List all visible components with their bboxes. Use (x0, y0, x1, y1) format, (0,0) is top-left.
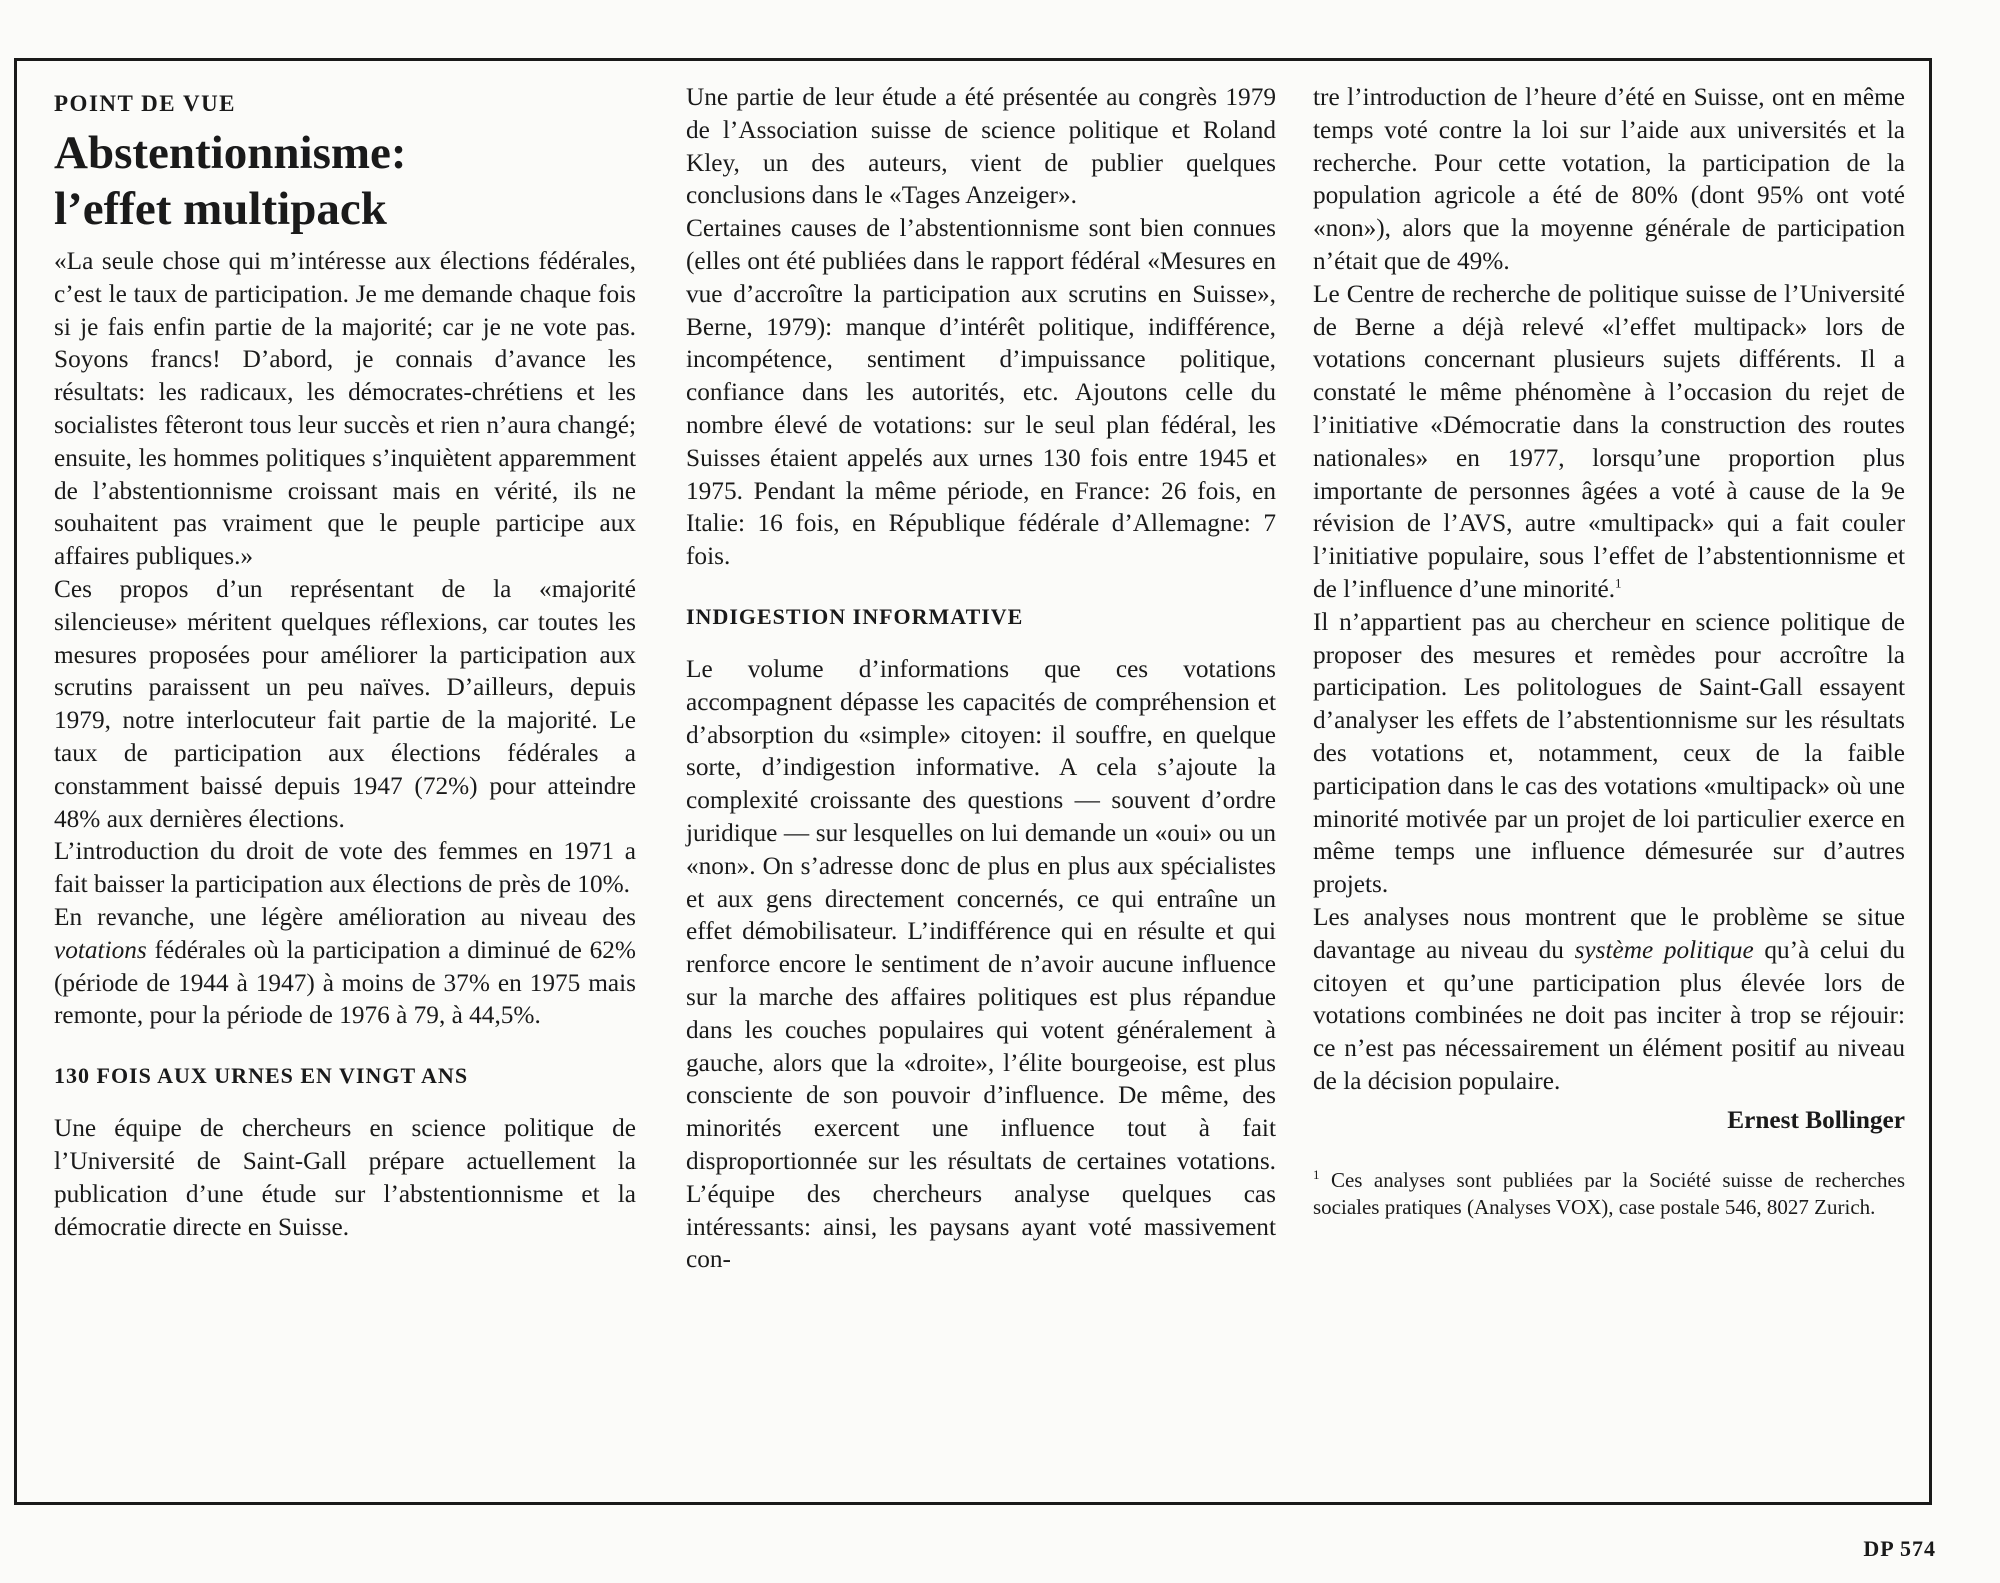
text-run: Le Centre de recherche de politique suisse de l’Université de Berne a déjà relevé «l’effet multipack» lors de votations concernant plusieurs sujets différents. Il a constaté le même phénomène à l’occasion du rejet de l’initiative «Démocratie dans la construction des routes nationales» en 1977, lorsqu’une proportion plus importante de personnes âgées a voté à cause de la 9e révision de l’AVS, autre «multipack» qui a fait couler l’initiative populaire, sous l’effet de l’abstentionnisme et de l’influence d’une minorité. (1313, 279, 1905, 603)
paragraph: «La seule chose qui m’intéresse aux élections fédérales, c’est le taux de participation. Je me demande chaque fois si je fais enfin partie de la majorité; car je ne vote pas. Soyons francs! D’abord, je connais d’avance les résultats: les radicaux, les démocrates-chrétiens et les socialistes fêteront tous leur succès et rien n’aura changé; ensuite, les hommes politiques s’inquiètent apparemment de l’abstentionnisme croissant mais en vérité, ils ne souhaitent pas vraiment que le peuple participe aux affaires publiques.» (54, 247, 636, 571)
emphasis: votations (54, 935, 147, 964)
kicker: POINT DE VUE (54, 91, 237, 116)
paragraph: Le volume d’informations que ces votations accompagnent dépasse les capacités de compréhension et d’absorption du «simple» citoyen: il souffre, en quelque sorte, d’indigestion informative. A cela s’ajoute la complexité croissante des questions — souvent d’ordre juridique — sur lesquelles on lui demande un «oui» ou un «non». On s’adresse donc de plus en plus aux spécialistes et aux gens directement concernés, ce qui entraîne un effet démobilisateur. L’indifférence qui en résulte et qui renforce encore le sentiment de n’avoir aucune influence sur la marche des affaires politiques est plus répandue dans les couches populaires qui votent généralement à gauche, alors que la «droite», l’élite bourgeoise, est plus consciente de son pouvoir d’influence. De même, des minorités exercent une influence tout à fait disproportionnée sur les résultats de certaines votations. L’équipe des chercheurs analyse quelques cas intéressants: ainsi, les paysans ayant voté massivement con- (686, 654, 1276, 1274)
column-3 (1313, 81, 1905, 1221)
column-2 (686, 81, 1276, 1276)
paragraph: tre l’introduction de l’heure d’été en Suisse, ont en même temps voté contre la loi sur l’aide aux universités et la recherche. Pour cette votation, la participation de la population agricole a été de 80% (dont 95% ont voté «non»), alors que la moyenne générale de participation n’était que de 49%. (1313, 83, 1905, 275)
column-1 (54, 81, 636, 1243)
text-run: En revanche, une légère amélioration au niveau des (54, 902, 636, 931)
paragraph: Ces propos d’un représentant de la «majorité silencieuse» méritent quelques réflexions, car toutes les mesures proposées pour améliorer la participation aux scrutins paraissent un peu naïves. D’ailleurs, depuis 1979, notre interlocuteur fait partie de la majorité. Le taux de participation aux élections fédérales a constamment baissé depuis 1947 (72%) pour atteindre 48% aux dernières élections. (54, 574, 636, 833)
paragraph (1313, 278, 1905, 606)
text-run: Les analyses nous montrent que le problème se situe davantage au niveau du (1313, 902, 1905, 964)
paragraph: Une partie de leur étude a été présentée au congrès 1979 de l’Association suisse de science politique et Roland Kley, un des auteurs, vient de publier quelques conclusions dans le «Tages Anzeiger». (686, 83, 1276, 210)
emphasis: système politique (1574, 935, 1754, 964)
footnote-text: Ces analyses sont publiées par la Société suisse de recherches sociales pratiques (Analyses VOX), case postale 546, 8027 Zurich. (1313, 1167, 1905, 1219)
author-signature: Ernest Bollinger (1727, 1105, 1905, 1134)
footnote (1313, 1167, 1905, 1221)
paragraph (54, 901, 636, 1032)
footnote-mark: 1 (1313, 1166, 1320, 1182)
text-run: qu’à celui du citoyen et qu’une participation plus élevée lors de votations combinées ne doit pas inciter à trop se réjouir: ce n’est pas nécessairement un élément positif au niveau de la décision populaire. (1313, 935, 1905, 1095)
section-heading: 130 FOIS AUX URNES EN VINGT ANS (54, 1063, 469, 1089)
headline-line-1: Abstentionnisme: (54, 127, 407, 179)
paragraph: L’introduction du droit de vote des femmes en 1971 a fait baisser la participation aux élections de près de 10%. (54, 837, 636, 899)
headline-line-2: l’effet multipack (54, 183, 387, 235)
paragraph: Certaines causes de l’abstentionnisme sont bien connues (elles ont été publiées dans le rapport fédéral «Mesures en vue d’accroître la participation aux scrutins en Suisse», Berne, 1979): manque d’intérêt politique, indifférence, incompétence, sentiment d’impuissance politique, confiance dans les autorités, etc. Ajoutons celle du nombre élevé de votations: sur le seul plan fédéral, les Suisses étaient appelés aux urnes 130 fois entre 1945 et 1975. Pendant la même période, en France: 26 fois, en Italie: 16 fois, en République fédérale d’Allemagne: 7 fois. (686, 214, 1276, 571)
paragraph (1313, 901, 1905, 1098)
article-frame (14, 58, 1932, 1505)
footnote-reference: 1 (1615, 575, 1622, 591)
paragraph: Une équipe de chercheurs en science politique de l’Université de Saint-Gall prépare actuellement la publication d’une étude sur l’abstentionnisme et la démocratie directe en Suisse. (54, 1114, 636, 1241)
page-number: DP 574 (1863, 1536, 1936, 1561)
headline (54, 125, 636, 237)
paragraph: Il n’appartient pas au chercheur en science politique de proposer des mesures et remèdes pour accroître la participation. Les politologues de Saint-Gall essayent d’analyser les effets de l’abstentionnisme sur les résultats des votations et, notamment, ceux de la faible participation dans le cas des votations «multipack» où une minorité motivée par un projet de loi particulier exerce en même temps une influence démesurée sur d’autres projets. (1313, 607, 1905, 899)
text-run: fédérales où la participation a diminué de 62% (période de 1944 à 1947) à moins de 37% en 1975 mais remonte, pour la période de 1976 à 79, à 44,5%. (54, 935, 636, 1030)
section-heading: INDIGESTION INFORMATIVE (686, 603, 1024, 629)
